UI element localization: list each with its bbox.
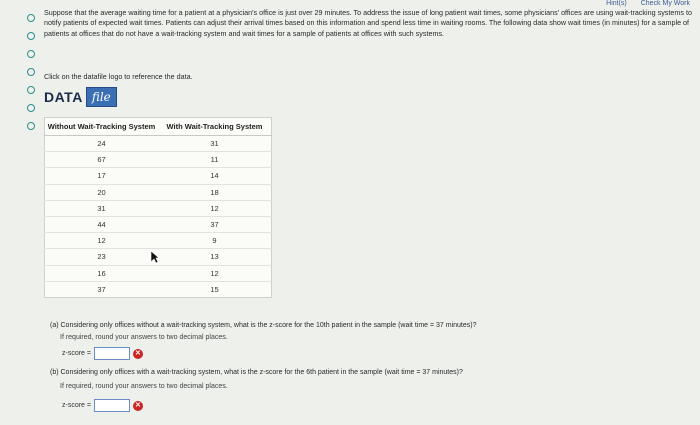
table-row <box>45 136 272 152</box>
table-cell: 31 <box>158 136 272 152</box>
table-row <box>45 265 272 281</box>
table-row <box>45 216 272 232</box>
table-cell: 15 <box>210 284 219 294</box>
hints-link[interactable]: Hint(s) <box>606 0 627 7</box>
table-cell: 31 <box>45 200 159 216</box>
table-cell: 14 <box>158 168 272 184</box>
table-cell: 11 <box>158 152 272 168</box>
table-cell: 9 <box>158 233 272 249</box>
table-row <box>45 200 272 216</box>
table-row <box>45 168 272 184</box>
problem-paragraph: Suppose that the average waiting time for a patient at a physician's office is just over 29 minutes. To address the issue of long patient wait times, some physicians' offices are using wait-tracking systems to notify patients of expected wait times. Patients can adjust their arrival times based on this information and spend less time in waiting rooms. The following data show wait times (in minutes) for a sample of patients at offices that do not have a wait-tracking system and wait times for a sample of patients at offices with such systems. <box>44 8 692 38</box>
table-cell: 16 <box>45 265 159 281</box>
table-cell: 12 <box>45 233 159 249</box>
question-a-label: z-score = <box>62 350 91 357</box>
question-b-z-score-input[interactable] <box>94 399 130 412</box>
mouse-cursor-icon <box>150 250 160 264</box>
x-circle-icon: ✕ <box>133 401 143 411</box>
question-a-note: If required, round your answers to two decimal places. <box>60 334 228 341</box>
table-cell: 18 <box>158 184 272 200</box>
question-b-note: If required, round your answers to two decimal places. <box>60 383 228 390</box>
datafile-logo[interactable] <box>44 88 117 106</box>
table-row <box>45 281 272 297</box>
x-circle-icon: ✕ <box>133 349 143 359</box>
table-header-row <box>45 118 272 136</box>
table-cell: 67 <box>45 152 159 168</box>
table-cell: 17 <box>45 168 159 184</box>
table-cell: 23 <box>45 249 159 265</box>
table-cell: 12 <box>158 265 272 281</box>
datafile-label: file <box>86 87 117 107</box>
table-cell: 37 <box>97 284 106 294</box>
datafile-word: DATA <box>44 89 83 105</box>
radio-step-icon[interactable] <box>27 122 35 130</box>
table-cell: 20 <box>45 184 159 200</box>
table-row <box>45 233 272 249</box>
table-cell: 37 <box>158 216 272 232</box>
question-a-text: (a) Considering only offices without a wait-tracking system, what is the z-score for the 10th patient in the sample (wait time = 37 minutes)? <box>50 322 477 329</box>
table-row <box>45 152 272 168</box>
check-my-work-link[interactable]: Check My Work <box>640 0 690 7</box>
radio-step-icon[interactable] <box>27 50 35 58</box>
column-header-without: Without Wait-Tracking System <box>45 118 159 136</box>
datafile-instruction: Click on the datafile logo to reference the data. <box>44 72 193 81</box>
column-header-with: With Wait-Tracking System <box>158 118 272 136</box>
question-b-answer-row <box>62 399 143 412</box>
radio-step-icon[interactable] <box>27 104 35 112</box>
radio-step-icon[interactable] <box>27 86 35 94</box>
table-cell: 12 <box>158 200 272 216</box>
table-row <box>45 184 272 200</box>
wait-times-table <box>44 117 272 298</box>
question-a-z-score-input[interactable] <box>94 347 130 360</box>
radio-step-icon[interactable] <box>27 14 35 22</box>
radio-step-icon[interactable] <box>27 32 35 40</box>
question-b-label: z-score = <box>62 402 91 409</box>
radio-step-icon[interactable] <box>27 68 35 76</box>
question-a-answer-row <box>62 347 143 360</box>
table-cell: 13 <box>158 249 272 265</box>
table-cell: 24 <box>45 136 159 152</box>
table-cell: 44 <box>45 216 159 232</box>
question-b-text: (b) Considering only offices with a wait-tracking system, what is the z-score for the 6th patient in the sample (wait time = 37 minutes)? <box>50 369 463 376</box>
